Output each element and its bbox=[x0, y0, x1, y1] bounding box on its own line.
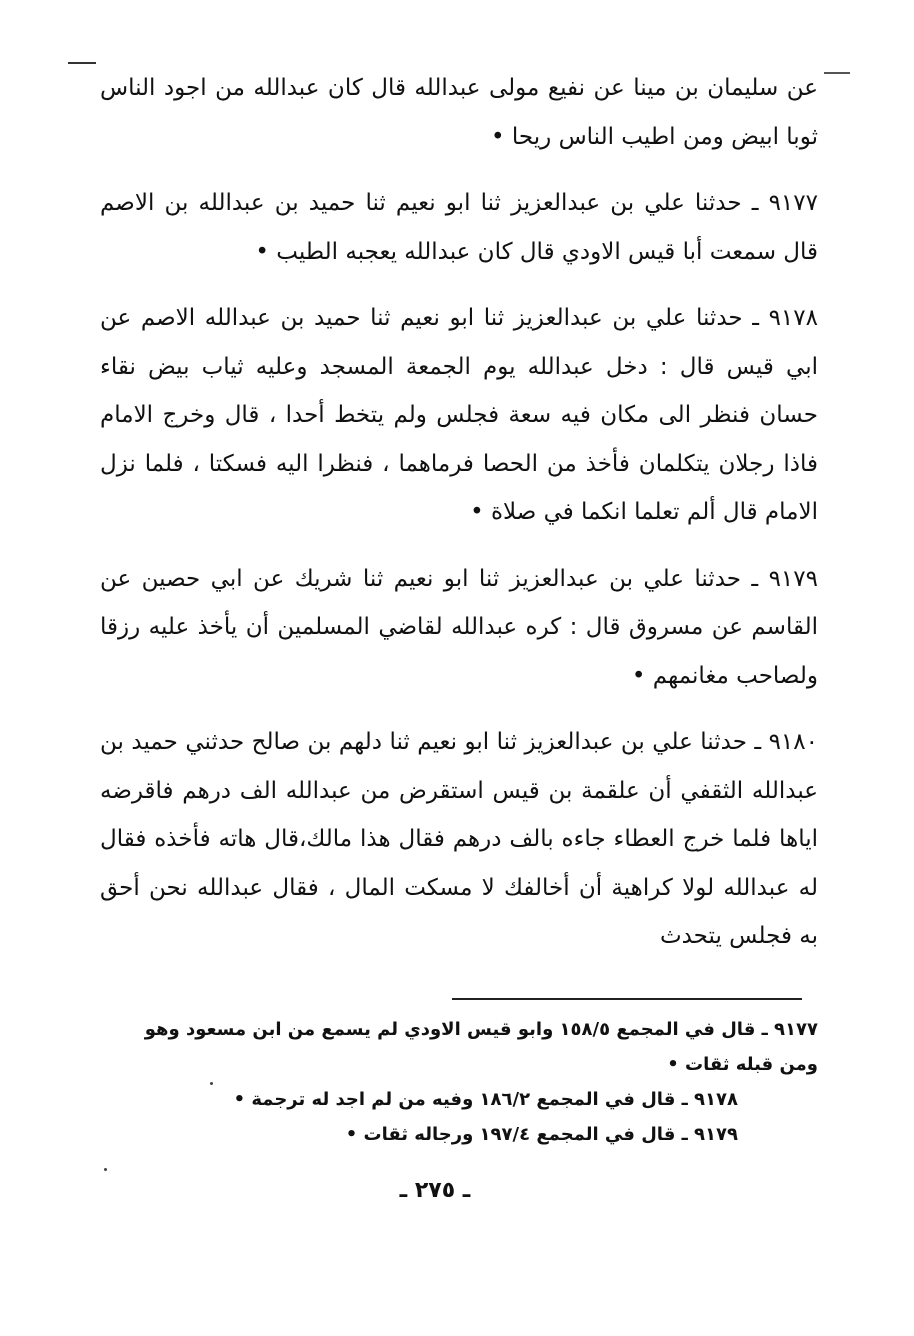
scan-speck bbox=[210, 1082, 213, 1085]
hadith-9180: ٩١٨٠ ـ حدثنا علي بن عبدالعزيز ثنا ابو نعيم ثنا دلهم بن صالح حدثني حميد بن عبدالله الثقفي أن علقمة بن قيس استقرض من عبدالله الف درهم فاقرضه اياها فلما خرج العطاء جاءه بالف درهم فقال هذا مالك،قال هاته فأخذه فقال له عبدالله لولا كراهية أن أخالفك لا مسكت المال ، فقال عبدالله نحن أحق به فجلس يتحدث bbox=[100, 729, 818, 949]
paragraph-continuation: عن سليمان بن مينا عن نفيع مولى عبدالله قال كان عبدالله من اجود الناس ثوبا ابيض ومن اطيب الناس ريحا • bbox=[100, 75, 818, 150]
hadith-9177: ٩١٧٧ ـ حدثنا علي بن عبدالعزيز ثنا ابو نعيم ثنا حميد بن عبدالله بن الاصم قال سمعت أبا قيس الاودي قال كان عبدالله يعجبه الطيب • bbox=[100, 190, 818, 265]
scan-mark bbox=[68, 62, 96, 64]
footnotes bbox=[100, 1012, 818, 1152]
hadith-9179: ٩١٧٩ ـ حدثنا علي بن عبدالعزيز ثنا ابو نعيم ثنا شريك عن ابي حصين عن القاسم عن مسروق قال : كره عبدالله لقاضي المسلمين أن يأخذ عليه رزقا ولصاحب مغانمهم • bbox=[100, 565, 818, 689]
footnote-divider bbox=[452, 998, 802, 1000]
footnote-9178: ٩١٧٨ ـ قال في المجمع ١٨٦/٢ وفيه من لم اجد له ترجمة • bbox=[233, 1089, 738, 1110]
scan-speck bbox=[104, 1168, 107, 1171]
scan-mark bbox=[824, 72, 850, 74]
footnote-9177: ٩١٧٧ ـ قال في المجمع ١٥٨/٥ وابو قيس الاودي لم يسمع من ابن مسعود وهو ومن قبله ثقات • bbox=[144, 1019, 818, 1075]
hadith-9178: ٩١٧٨ ـ حدثنا علي بن عبدالعزيز ثنا ابو نعيم ثنا حميد بن عبدالله الاصم عن ابي قيس قال : دخل عبدالله يوم الجمعة المسجد وعليه ثياب بيض نقاء حسان فنظر الى مكان فيه سعة فجلس ولم يتخط أحدا ، قال وخرج الامام فاذا رجلان يتكلمان فأخذ من الحصا فرماهما ، فنظرا اليه فسكتا ، فلما نزل الامام قال ألم تعلما انكما في صلاة • bbox=[100, 305, 818, 525]
main-text bbox=[100, 64, 818, 961]
footnote-9179: ٩١٧٩ ـ قال في المجمع ١٩٧/٤ ورجاله ثقات • bbox=[345, 1124, 738, 1145]
page-number: ـ ٢٧٥ ـ bbox=[399, 1178, 471, 1203]
